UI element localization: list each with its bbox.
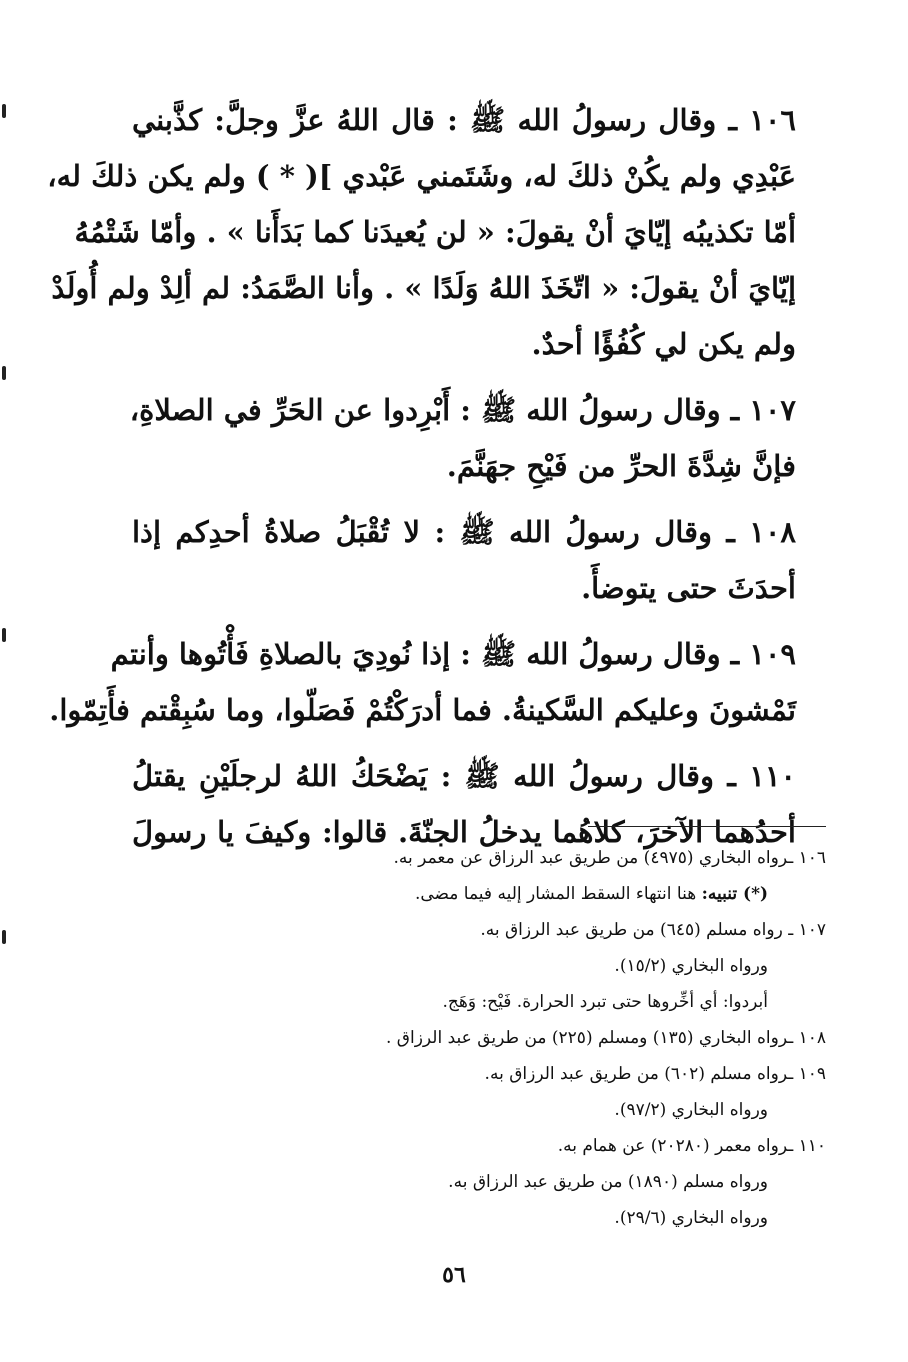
footnote-110-muslim: ورواه مسلم (١٨٩٠) من طريق عبد الرزاق به. — [448, 1172, 768, 1192]
footnote-107-bukhari: ورواه البخاري (١٥/٢). — [614, 956, 768, 976]
text-line: تَمْشونَ وعليكم السَّكينةُ. فما أدرَكْتُمْ فَصَلّوا، وما سُبِقْتم فأَتِمّوا. — [49, 693, 796, 727]
footnote-note-label: (*) تنبيه: — [701, 884, 768, 904]
margin-mark — [2, 628, 6, 642]
margin-mark — [2, 104, 6, 118]
footnote-110: ١١٠ ـرواه معمر (٢٠٢٨٠) عن همام به. — [557, 1136, 826, 1156]
footnote-107-gloss: أبردوا: أي أخِّروها حتى تبرد الحرارة. فَيْح: وَهَج. — [442, 992, 768, 1012]
text-line: أمّا تكذيبُه إيّايَ أنْ يقولَ: « لن يُعيدَنا كما بَدَأَنا » . وأمّا شَتْمُهُ — [74, 215, 796, 249]
footnote-note — [200, 876, 826, 912]
footnote-note-text: هنا انتهاء السقط المشار إليه فيما مضى. — [414, 884, 702, 904]
text-line: ١٠٩ ـ وقال رسولُ الله ﷺ : إذا نُودِيَ بالصلاةِ فَأْتُوها وأنتم — [110, 637, 796, 671]
hadith-106 — [47, 92, 796, 372]
footnote-divider — [588, 826, 826, 827]
text-line: ولم يكن لي كُفُؤًا أحدٌ. — [531, 327, 796, 361]
footnote-107: ١٠٧ ـ رواه مسلم (٦٤٥) من طريق عبد الرزاق به. — [480, 920, 826, 940]
page-number: ٥٦ — [442, 1262, 466, 1288]
hadith-109 — [49, 626, 796, 738]
text-line: ١٠٧ ـ وقال رسولُ الله ﷺ : أَبْرِدوا عن الحَرِّ في الصلاةِ، — [129, 393, 796, 427]
margin-mark — [2, 930, 6, 944]
text-line: فإنَّ شِدَّةَ الحرِّ من فَيْحِ جهَنَّمَ. — [446, 449, 796, 483]
text-line: أحدَثَ حتى يتوضأَ. — [581, 571, 796, 605]
footnote-108: ١٠٨ ـرواه البخاري (١٣٥) ومسلم (٢٢٥) من طريق عبد الرزاق . — [386, 1028, 826, 1048]
text-line: ١١٠ ـ وقال رسولُ الله ﷺ : يَضْحَكُ اللهُ لرجلَيْنِ يقتلُ — [132, 759, 796, 793]
hadith-108 — [132, 504, 796, 616]
footnote-110-bukhari: ورواه البخاري (٢٩/٦). — [614, 1208, 768, 1228]
text-line: ١٠٦ ـ وقال رسولُ الله ﷺ : قال اللهُ عزَّ وجلَّ: كذَّبني — [132, 103, 796, 137]
text-line: ١٠٨ ـ وقال رسولُ الله ﷺ : لا تُقْبَلُ صلاةُ أحدِكم إذا — [132, 515, 796, 549]
footnote-106: ١٠٦ ـرواه البخاري (٤٩٧٥) من طريق عبد الرزاق عن معمر به. — [393, 848, 826, 868]
footnote-109: ١٠٩ ـرواه مسلم (٦٠٢) من طريق عبد الرزاق به. — [484, 1064, 826, 1084]
text-line: إيّايَ أنْ يقولَ: « اتّخَذَ اللهُ وَلَدًا » . وأنا الصَّمَدُ: لم ألِدْ ولم أُولَدْ — [51, 271, 796, 305]
main-text — [47, 92, 796, 870]
margin-mark — [2, 366, 6, 380]
footnote-109-bukhari: ورواه البخاري (٩٧/٢). — [614, 1100, 768, 1120]
text-line: عَبْدِي ولم يكُنْ ذلكَ له، وشَتَمني عَبْدي ]( * ) ولم يكن ذلكَ له، — [47, 159, 796, 193]
hadith-107 — [129, 382, 796, 494]
text-line: أحدُهما الآخرَ، كلاهُما يدخلُ الجنّةَ. قالوا: وكيفَ يا رسولَ — [132, 815, 796, 849]
footnotes — [200, 840, 826, 1236]
